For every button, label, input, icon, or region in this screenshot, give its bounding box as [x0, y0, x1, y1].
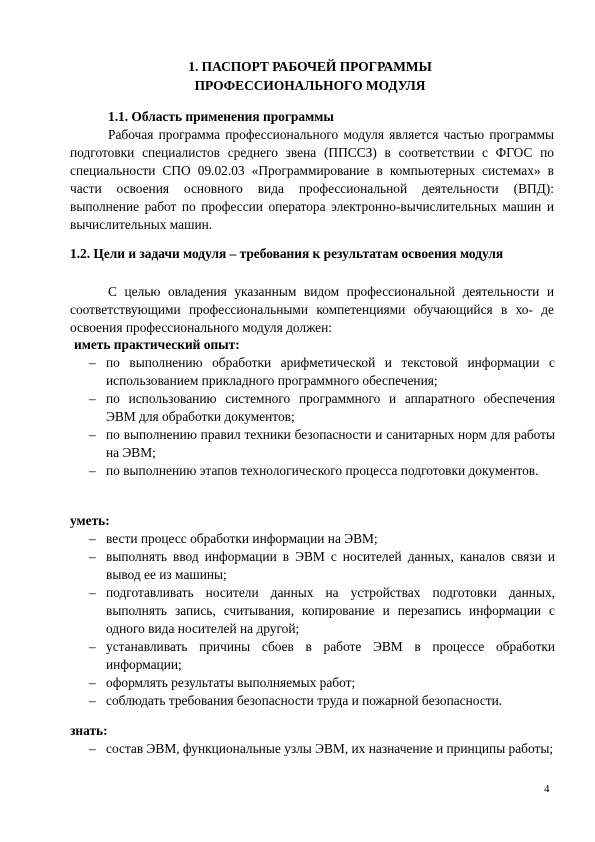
list-item: [89, 548, 555, 584]
title-line-1: 1. ПАСПОРТ РАБОЧЕЙ ПРОГРАММЫ: [188, 59, 432, 74]
section-1-1-text: Рабочая программа профессионального модуля является частью программы подготовки специалистов среднего звена (ППССЗ) в соответствии с ФГОС по специальности СПО 09.02.03 «Программирование в компьютерных системах» в части освоения основного вида профессиональной деятельности (ВПД): выполнение работ по профессии оператора электронно-вычислительных машин и вычислительных машин.: [70, 127, 554, 232]
bullet-dash: –: [89, 639, 96, 654]
knowledge-label: знать:: [70, 723, 108, 738]
list-item: [89, 674, 555, 692]
section-1-1-heading: 1.1. Область применения программы: [108, 109, 334, 124]
list-item-text: по выполнению правил техники безопасности и санитарных норм для работы на ЭВМ;: [106, 427, 555, 460]
list-item: [89, 354, 555, 390]
bullet-dash: –: [89, 463, 96, 478]
skills-list: [89, 530, 555, 710]
title-line-2: ПРОФЕССИОНАЛЬНОГО МОДУЛЯ: [194, 78, 426, 93]
list-item: [89, 638, 555, 674]
list-item: [89, 740, 555, 758]
practice-list: [89, 354, 555, 480]
list-item-text: по выполнению этапов технологического процесса подготовки документов.: [106, 463, 539, 478]
list-item: [89, 390, 555, 426]
section-1-2-heading: 1.2. Цели и задачи модуля – требования к результатам освоения модуля: [70, 246, 504, 261]
list-item: [89, 462, 555, 480]
list-item-text: по использованию системного программного и аппаратного обеспечения ЭВМ для обработки документов;: [106, 391, 555, 424]
list-item-text: состав ЭВМ, функциональные узлы ЭВМ, их назначение и принципы работы;: [106, 741, 554, 756]
page-number: 4: [544, 783, 550, 795]
bullet-dash: –: [89, 531, 96, 546]
list-item-text: соблюдать требования безопасности труда и пожарной безопасности.: [106, 693, 503, 708]
bullet-dash: –: [89, 549, 96, 564]
section-1-2-intro: С целью овладения указанным видом профессиональной деятельности и соответствующими профессиональными компетенциями обучающийся в хо- де освоения профессионального модуля должен:: [70, 284, 554, 335]
bullet-dash: –: [89, 355, 96, 370]
list-item-text: оформлять результаты выполняемых работ;: [106, 675, 356, 690]
knowledge-list: [89, 740, 555, 758]
bullet-dash: –: [89, 427, 96, 442]
bullet-dash: –: [89, 741, 96, 756]
bullet-dash: –: [89, 391, 96, 406]
list-item-text: выполнять ввод информации в ЭВМ с носителей данных, каналов связи и вывод ее из машины;: [106, 549, 555, 582]
list-item-text: вести процесс обработки информации на ЭВМ;: [106, 531, 378, 546]
list-item-text: по выполнению обработки арифметической и текстовой информации с использованием прикладного программного обеспечения;: [106, 355, 555, 388]
practice-label: иметь практический опыт:: [74, 337, 240, 352]
skills-label: уметь:: [70, 513, 110, 528]
bullet-dash: –: [89, 693, 96, 708]
page-title: [70, 57, 550, 95]
list-item-text: устанавливать причины сбоев в работе ЭВМ в процессе обработки информации;: [106, 639, 555, 672]
list-item: [89, 426, 555, 462]
list-item: [89, 692, 555, 710]
bullet-dash: –: [89, 585, 96, 600]
list-item: [89, 530, 555, 548]
list-item-text: подготавливать носители данных на устройствах подготовки данных, выполнять запись, считывания, копирование и перезапись информации с одного вида носителей на другой;: [106, 585, 555, 636]
bullet-dash: –: [89, 675, 96, 690]
list-item: [89, 584, 555, 638]
